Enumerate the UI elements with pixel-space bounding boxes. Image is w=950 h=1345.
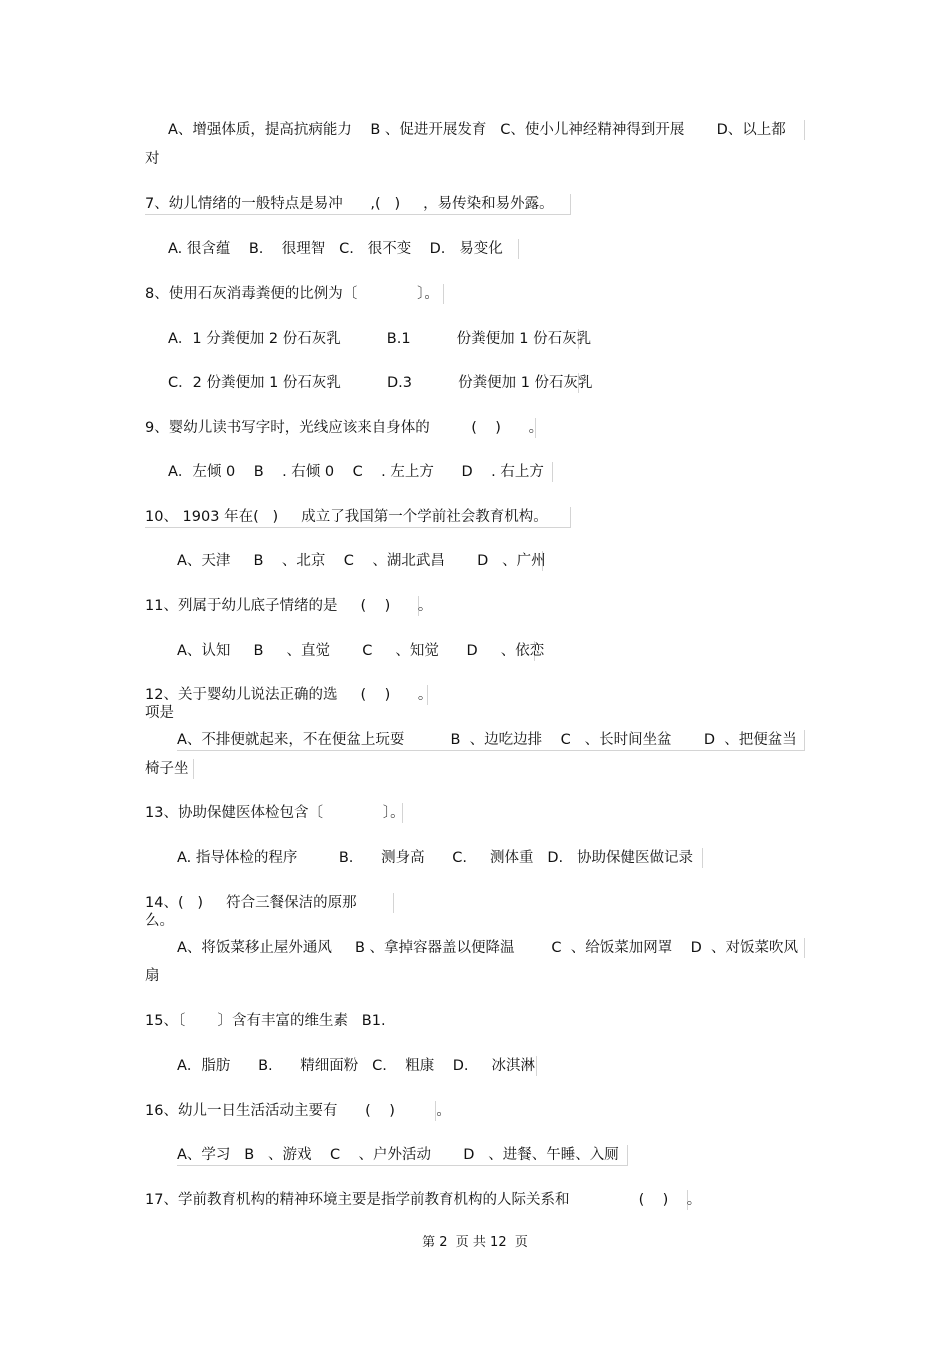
question-17: 17、学前教育机构的精神环境主要是指学前教育机构的人际关系和 ( ) 。 xyxy=(145,1192,702,1208)
question-16: 16、幼儿一日生活活动主要有 ( ) 。 xyxy=(145,1103,451,1119)
q9-options: A．左倾 0 B . 右倾 0 C . 左上方 D . 右上方 xyxy=(168,462,553,482)
q8-option-cd: C．2 份粪便加 1 份石灰乳 D.3 份粪便加 1 份石灰乳 xyxy=(168,375,593,391)
q13-options: A. 指导体检的程序 B. 测身高 C. 测体重 D. 协助保健医做记录 xyxy=(177,848,703,868)
question-11: 11、列属于幼儿底子情绪的是 ( ) 。 xyxy=(145,598,433,614)
q12-options: A、不排便就起来，不在便盆上玩耍 B 、边吃边排 C 、长时间坐盆 D 、把便盆当 xyxy=(177,730,805,751)
q10-options: A、天津 B 、北京 C 、湖北武昌 D 、广州 xyxy=(177,553,546,569)
question-12-wrap: 项是 xyxy=(145,705,174,721)
q6-options: A、增强体质，提高抗病能力 B 、促进开展发育 C、使小儿神经精神得到开展 D、以上都 xyxy=(168,120,805,140)
question-10: 10、 1903 年在( ) 成立了我国第一个学前社会教育机构。 xyxy=(145,507,571,528)
q16-options: A、学习 B 、游戏 C 、户外活动 D 、进餐、午睡、入厕 xyxy=(177,1145,628,1166)
q15-options: A．脂肪 B. 精细面粉 C. 粗康 D. 冰淇淋 xyxy=(177,1058,536,1074)
q8-option-ab: A．1 分粪便加 2 份石灰乳 B.1 份粪便加 1 份石灰乳 xyxy=(168,331,592,347)
q7-options: A. 很含蕴 B. 很理智 C. 很不变 D. 易变化 xyxy=(168,239,519,259)
question-13: 13、协助保健医体检包含〔 〕。 xyxy=(145,805,405,821)
q11-options: A、认知 B 、直觉 C 、知觉 D 、依恋 xyxy=(177,643,545,659)
question-15: 15、〔 〕含有丰富的维生素 B1. xyxy=(145,1013,386,1029)
q14-options-wrap: 扇 xyxy=(145,968,160,984)
q12-options-wrap: 椅子坐 xyxy=(145,759,194,779)
question-14: 14、( ) 符合三餐保洁的原那 xyxy=(145,893,394,913)
question-7: 7、幼儿情绪的一般特点是易冲 ,( ) ，易传染和易外露。 xyxy=(145,194,571,215)
q14-options: A、将饭菜移止屋外通风 B 、拿掉容器盖以便降温 C 、给饭菜加网罩 D 、对饭菜吹风 xyxy=(177,938,805,958)
question-8: 8、使用石灰消毒粪便的比例为〔 〕。 xyxy=(145,284,444,304)
question-12: 12、关于婴幼儿说法正确的选 ( ) 。 xyxy=(145,687,433,703)
question-14-wrap: 么。 xyxy=(145,913,174,929)
question-9: 9、婴幼儿读书写字时，光线应该来自身体的 ( ) 。 xyxy=(145,420,544,436)
page-footer: 第 2 页 共 12 页 xyxy=(422,1235,528,1250)
q6-options-wrap: 对 xyxy=(145,151,160,167)
